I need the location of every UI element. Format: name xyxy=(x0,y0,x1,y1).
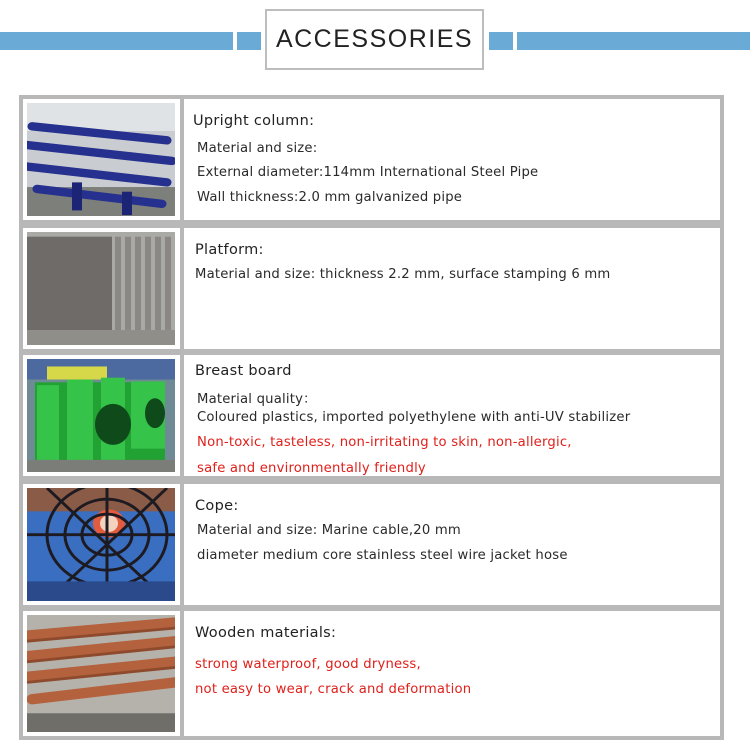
header-band-right-accent xyxy=(489,32,513,50)
wooden-poles-photo xyxy=(27,615,175,732)
item-line: Wall thickness:2.0 mm galvanized pipe xyxy=(197,190,463,205)
item-heading: Platform: xyxy=(195,242,264,258)
item-line: Material quality： xyxy=(197,392,317,407)
item-line: Material and size: xyxy=(197,141,318,156)
steel-platform-panels-photo xyxy=(27,232,175,345)
accessory-row-breast-board xyxy=(19,351,724,480)
rope-tunnel-photo xyxy=(27,488,175,601)
item-line: External diameter:114mm International Steel Pipe xyxy=(197,165,539,180)
header-band-right xyxy=(517,32,750,50)
row-divider xyxy=(180,355,184,476)
row-divider xyxy=(180,611,184,736)
item-heading: Upright column: xyxy=(193,113,315,129)
item-line: Coloured plastics, imported polyethylene with anti-UV stabilizer xyxy=(197,410,631,425)
item-heading: Wooden materials: xyxy=(195,625,337,641)
row-divider xyxy=(180,228,184,349)
item-line: Material and size: thickness 2.2 mm, surface stamping 6 mm xyxy=(195,267,611,282)
item-heading: Cope: xyxy=(195,498,239,514)
item-highlight-line: strong waterproof, good dryness, xyxy=(195,657,421,672)
item-line: Material and size: Marine cable,20 mm xyxy=(197,523,461,538)
title-box xyxy=(265,9,484,70)
item-highlight-line: Non-toxic, tasteless, non-irritating to skin, non-allergic, xyxy=(197,435,572,450)
green-plastic-boards-photo xyxy=(27,359,175,472)
accessory-row-platform xyxy=(19,224,724,353)
item-line: diameter medium core stainless steel wire jacket hose xyxy=(197,548,568,563)
accessory-row-upright-column xyxy=(19,95,724,224)
header-band-left xyxy=(0,32,233,50)
accessory-row-cope xyxy=(19,480,724,609)
row-divider xyxy=(180,484,184,605)
item-highlight-line: not easy to wear, crack and deformation xyxy=(195,682,472,697)
row-divider xyxy=(180,99,184,220)
item-heading: Breast board xyxy=(195,363,292,379)
page-title: ACCESSORIES xyxy=(275,25,474,53)
item-highlight-line: safe and environmentally friendly xyxy=(197,461,426,476)
header-band-left-accent xyxy=(237,32,261,50)
blue-steel-pipes-photo xyxy=(27,103,175,216)
accessory-row-wooden-materials xyxy=(19,607,724,740)
